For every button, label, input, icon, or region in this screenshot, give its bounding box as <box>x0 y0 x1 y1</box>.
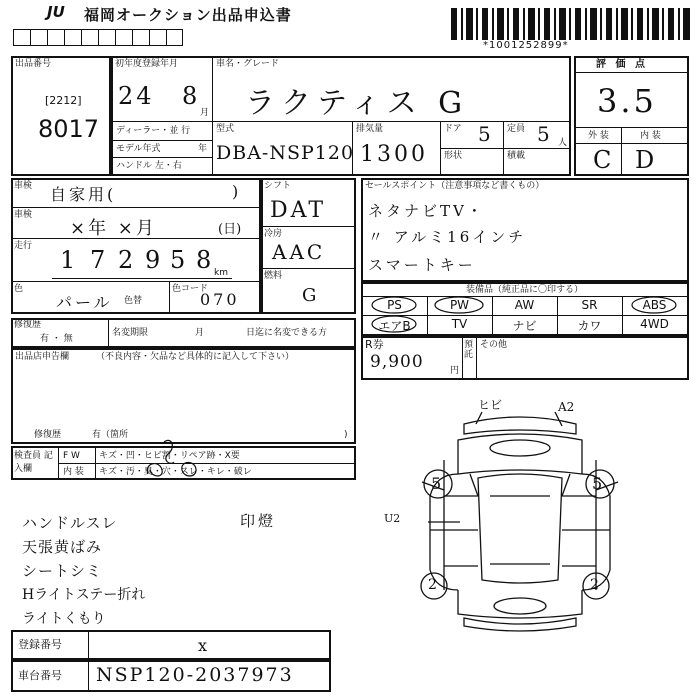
type-value: DBA-NSP120 <box>216 142 355 164</box>
doors-label: ドア <box>444 124 462 134</box>
equip-airbag: エアB <box>378 319 411 333</box>
year-value: 24 <box>118 82 155 110</box>
sales-line-1: ネタナビTV・ <box>368 202 485 220</box>
chassis-label: 車台番号 <box>18 669 62 682</box>
checks-label: 検査員 記入欄 <box>14 451 53 474</box>
model-year-label: モデル年式 <box>116 144 161 154</box>
note-1: ハンドルスレ <box>22 514 118 532</box>
shape-label: 形状 <box>444 151 463 161</box>
mileage-digit-6: 8 <box>196 246 215 274</box>
sales-label: セールスポイント（注意事項など書くもの） <box>365 181 545 191</box>
mileage-unit: km <box>214 268 228 278</box>
displacement-label: 排気量 <box>356 124 384 134</box>
equipment-circles <box>362 296 688 336</box>
color-label: 色 <box>14 284 24 294</box>
repair-note: 日迄に名変できる方 <box>246 328 328 338</box>
capacity-value: 5 <box>537 122 553 146</box>
color-swap: 色替 <box>124 296 143 306</box>
fuel-label: 燃料 <box>264 271 283 281</box>
repair-options: 有 ・ 無 <box>40 334 73 344</box>
recycle-value: 9,900 <box>370 352 424 372</box>
doors-value: 5 <box>478 122 494 146</box>
shaken-label: 車検 <box>14 210 33 220</box>
recycle-other: その他 <box>480 340 508 350</box>
car-diagram <box>400 400 620 640</box>
wheel-rear-left-value: 2 <box>428 577 437 593</box>
model-value: ラクティス G <box>245 86 469 121</box>
interior-value: D <box>635 146 658 174</box>
model-year-suffix: 年 <box>198 144 208 154</box>
equip-sr: SR <box>581 298 598 312</box>
recycle-deposit: 預託 <box>464 340 474 360</box>
barcode-number: *1001252899* <box>483 40 569 51</box>
color-value: パール <box>56 293 113 312</box>
color-code-label: 色コード <box>172 284 209 294</box>
wheel-front-left-value: 5 <box>431 474 442 493</box>
interior-label: 内 装 <box>640 131 661 141</box>
note-5: ライトくもり <box>22 611 106 627</box>
mileage-digit-5: 5 <box>170 246 189 274</box>
equip-tv: TV <box>451 317 468 331</box>
exterior-label: 外 装 <box>588 131 609 141</box>
repair-month: 月 <box>195 328 205 338</box>
header-boxes <box>13 29 183 46</box>
shaken-value: ×年 ×月 <box>70 218 157 239</box>
aircon-value: AAC <box>272 240 326 264</box>
logo: JU <box>47 3 65 21</box>
equip-4wd: 4WD <box>640 317 669 331</box>
repair-history-label: 修復歴 <box>34 430 62 440</box>
loading-label: 積載 <box>507 151 526 161</box>
checks-row2-value: キズ・汚・臭・穴・スレ・キレ・破レ <box>99 467 252 477</box>
mileage-digit-2: 7 <box>90 246 109 274</box>
registration-label: 登録番号 <box>18 638 62 651</box>
year-month-suffix: 月 <box>200 108 210 118</box>
shift-value: DAT <box>270 198 326 223</box>
type-label: 型式 <box>216 124 235 134</box>
wheel-rear-right-value: 2 <box>590 577 599 593</box>
capacity-label: 定員 <box>507 124 526 134</box>
lot-number: 8017 <box>38 115 100 143</box>
equip-pw: PW <box>449 298 470 312</box>
recycle-label: R券 <box>365 338 384 351</box>
shift-label: シフト <box>264 181 292 191</box>
note-4: Hライトステー折れ <box>22 587 146 603</box>
repair-label: 修復歴 <box>14 320 42 330</box>
score-label: 評 価 点 <box>596 59 648 70</box>
mileage-digit-1: 1 <box>60 246 79 274</box>
equip-aw: AW <box>514 298 535 312</box>
checks-circles <box>140 434 220 480</box>
color-code-value: 070 <box>200 290 240 309</box>
model-label: 車名・グレード <box>216 59 280 69</box>
repair-warranty: 名変期限 <box>112 328 149 338</box>
dealer-label: ディーラー・並 行 <box>116 126 191 136</box>
aircon-label: 冷房 <box>264 229 283 239</box>
displacement-value: 1300 <box>360 142 428 167</box>
sales-line-2: 〃 アルミ16インチ <box>368 228 527 246</box>
handle-label: ハンドル 左・右 <box>116 161 182 171</box>
chassis-value: NSP120-2037973 <box>96 664 294 686</box>
note-3: シートシミ <box>22 562 103 580</box>
equipment-label: 装備品（純正品に〇印する） <box>466 285 584 295</box>
shaken-date: (日) <box>218 222 242 237</box>
seller-note-hint: （不良内容・欠品など具体的に記入して下さい） <box>96 352 295 362</box>
checks-row1-value: キズ・凹・ヒビ割・リペア跡・X要 <box>99 451 240 461</box>
score-value: 3.5 <box>597 82 657 120</box>
inspection-value: 自家用( <box>50 185 117 204</box>
equip-ps: PS <box>387 298 402 312</box>
inspection-label: 車検 <box>14 181 33 191</box>
wheel-front-right-value: 5 <box>592 474 603 493</box>
year-label: 初年度登録年月 <box>115 59 179 69</box>
repair-history-value: 有（箇所 <box>92 430 129 440</box>
seller-note-label: 出品店申告欄 <box>15 352 70 362</box>
lot-label: 出品番号 <box>15 59 52 69</box>
diagram-mark-side: U2 <box>384 512 401 525</box>
repair-history-close: ) <box>344 430 348 440</box>
stamp-note: 印燈 <box>240 512 277 530</box>
diagram-mark-top-right: A2 <box>558 400 575 414</box>
capacity-suffix: 人 <box>558 138 568 148</box>
fuel-value: G <box>302 285 320 306</box>
mileage-label: 走行 <box>14 241 33 251</box>
equip-abs: ABS <box>642 298 667 312</box>
lot-sub: [2212] <box>45 94 82 107</box>
year-month: 8 <box>182 82 201 110</box>
note-2: 天張黄ばみ <box>22 538 103 556</box>
registration-value: x <box>198 636 211 655</box>
mileage-digit-4: 9 <box>145 246 164 274</box>
barcode <box>451 8 693 40</box>
diagram-mark-top-left: ヒビ <box>478 398 503 412</box>
inspection-close: ) <box>232 182 242 201</box>
mileage-digit-3: 2 <box>118 246 137 274</box>
equip-navi: ナビ <box>512 319 537 333</box>
recycle-unit: 円 <box>450 366 460 376</box>
sales-line-3: スマートキー <box>368 256 476 274</box>
checks-row1-label: F W <box>63 451 80 461</box>
exterior-value: C <box>593 146 615 174</box>
equip-leather: カワ <box>577 319 602 333</box>
form-title: 福岡オークション出品申込書 <box>84 6 292 24</box>
seller-note-box <box>11 348 356 444</box>
checks-row2-label: 内 装 <box>63 467 84 477</box>
